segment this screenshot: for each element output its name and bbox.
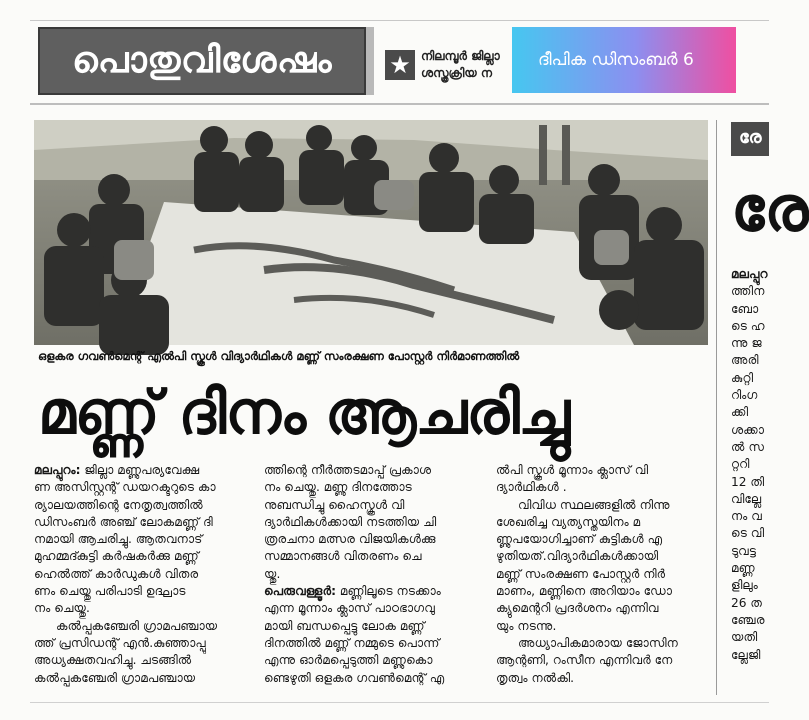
date-banner (512, 27, 736, 93)
text-line: റിംഗ (731, 388, 758, 403)
paragraph: ത്തിന്റെ നീർത്തടമാപ്പ് പ്രകാശ നം ചെയ്തു. മണ്ണു ദിനത്തോട നുബന്ധിച്ചു ഹൈസ്കൂൾ വി ദ്യാർഥികൾക്കായി നടത്തിയ ചി ത്രരചനാ മത്സര വിജയികൾക്കു സമ്മാനങ്ങൾ വിതരണം ചെ യ്തു. (264, 463, 437, 581)
top-rule (30, 20, 769, 21)
teaser-line-2: ശസ്ത്രക്രിയ ന (421, 66, 492, 80)
news-photo (34, 120, 708, 345)
article-headline: മണ്ണ് ദിനം ആചരിച്ചു (38, 378, 570, 448)
paragraph: ൽപി സ്കൂൾ മൂന്നാം ക്ലാസ് വി ദ്യാർഥികൾ . (496, 463, 649, 495)
text-line: അരി (731, 353, 759, 368)
section-header (38, 27, 366, 95)
right-article-column (731, 266, 769, 664)
text-line: 12 തി (731, 474, 765, 489)
text-line: ളിലും (731, 578, 758, 593)
right-section-tag: രേ (731, 122, 769, 156)
photo-caption: ഒളകര ഗവൺമെന്റ് എൽപി സ്കൂൾ വിദ്യാർഥികൾ മണ്ണ് സംരക്ഷണ പോസ്റ്റർ നിർമാണത്തിൽ (38, 349, 520, 363)
bottom-rule (30, 702, 769, 703)
teaser-headline (385, 45, 520, 85)
article-column-3 (496, 462, 706, 687)
text-line: ത്തിന (731, 284, 765, 299)
text-line: ല്ലേജി (731, 647, 761, 662)
text-line: വില്ലേ (731, 491, 762, 506)
text-line: മണ്ണ (731, 561, 755, 576)
text-line: ൽ സ (731, 439, 765, 454)
dateline: പെരുവള്ളൂർ: (264, 584, 337, 599)
dateline: മലപ്പുറം: (34, 463, 81, 477)
text-line: ടെ വി (731, 526, 765, 541)
star-icon: ★ (385, 50, 415, 80)
article-column-1 (34, 462, 246, 687)
text-line: ടെ ഹ (731, 318, 765, 333)
column-rule (716, 120, 717, 695)
text-line: ന്നു ജ (731, 336, 762, 351)
text-line: നം വ (731, 509, 762, 524)
paragraph: വിവിധ സ്ഥലങ്ങളിൽ നിന്നു ശേഖരിച്ച വ്യത്യസ്തയിനം മ ണ്ണുപയോഗിച്ചാണ് കുട്ടികൾ എ ഴുതിയത്.വിദ്യാർഥികൾക്കായി മണ്ണ് സംരക്ഷണ പോസ്റ്റർ നിർ മാണം, മണ്ണിനെ അറിയാം ഡോ ക്യുമെന്ററി പ്രദർശനം എന്നിവ യും നടന്നു. (496, 497, 673, 633)
section-title: പൊതുവിശേഷം (72, 40, 332, 81)
text-line: യതി (731, 630, 758, 645)
text-line: കുറ്റി (731, 370, 754, 385)
text-line: ശക്കാ (731, 422, 765, 437)
text-line: ടുവട്ട (731, 543, 757, 558)
right-article-headline: രേ (731, 172, 809, 245)
text-line: മലപ്പുറ (731, 267, 768, 281)
paragraph: കൽപ്പകഞ്ചേരി ഗ്രാമപഞ്ചായ ത്ത് പ്രസിഡന്റ് എൻ.കുഞ്ഞാപ്പു അധ്യക്ഷതവഹിച്ചു. ചടങ്ങിൽ കൽപ്പകഞ്ചേരി ഗ്രാമപഞ്ചായ (34, 618, 218, 685)
date-banner-text: ദീപിക ഡിസംബർ 6 (538, 50, 694, 70)
paragraph: പെരുവള്ളൂർ: മണ്ണിലൂടെ നടക്കാം എന്ന മൂന്നാം ക്ലാസ് പാഠഭാഗവു മായി ബന്ധപ്പെട്ടു ലോക മണ്ണ് ദിനത്തിൽ മണ്ണ് നമ്മുടെ പൊന്ന് എന്നു ഓർമപ്പെടുത്തി മണ്ണുകൊ ണ്ടെഴുതി ഒളകര ഗവൺമെന്റ് എ (264, 584, 445, 685)
header-rule (30, 103, 769, 105)
paragraph: അധ്യാപികമാരായ ജോസിന ആന്റണി, റംസീന എന്നിവർ നേ തൃത്വം നൽകി. (496, 635, 678, 685)
text-line: ക്കി (731, 405, 749, 420)
text-line: 26 ത (731, 595, 763, 610)
paragraph: മലപ്പുറം: ജില്ലാ മണ്ണുപര്യവേക്ഷ ണ അസിസ്റ്റന്റ് ഡയറക്ടറുടെ കാ ര്യാലയത്തിന്റെ നേതൃത്വത്തിൽ ഡിസംബർ അഞ്ച് ലോകമണ്ണ് ദി നമായി ആചരിച്ചു. ആതവനാട് മുഹമ്മദ്കുട്ടി കർഷകർക്കു മണ്ണ് ഹെൽത്ത് കാർഡുകൾ വിതര ണം ചെയ്തു പരിപാടി ഉദ്ഘാട നം ചെയ്തു. (34, 463, 216, 616)
article-column-2 (264, 462, 476, 687)
text-line: ബോ (731, 301, 759, 316)
teaser-line-1: നിലമ്പൂർ ജില്ലാ (421, 49, 500, 63)
text-line: ഞ്ചേര (731, 612, 765, 627)
text-line: റ്ററി (731, 457, 750, 472)
